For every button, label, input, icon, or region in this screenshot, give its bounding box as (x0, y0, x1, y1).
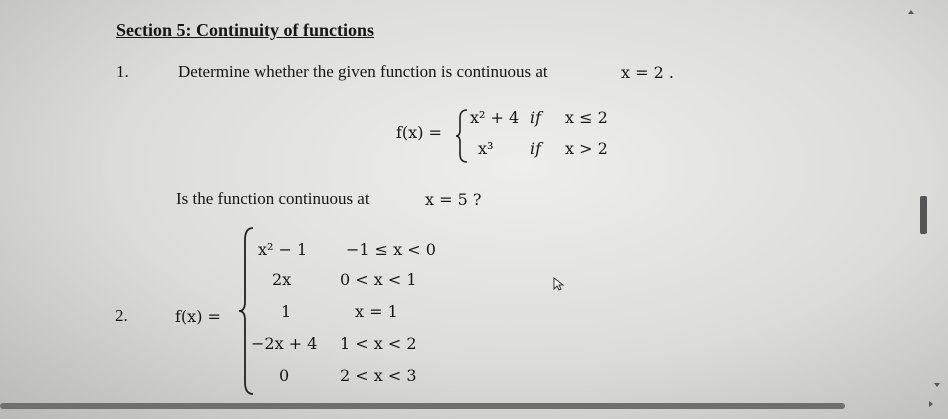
scroll-up-arrow-icon[interactable] (908, 10, 914, 14)
question-1-case-1-expr: x² + 4 (470, 108, 520, 127)
scroll-down-arrow-icon[interactable] (934, 383, 940, 387)
question-2-number: 2. (115, 306, 128, 325)
question-2-case-1-cond: −1 ≤ x < 0 (346, 240, 436, 259)
question-2-case-2-cond: 0 < x < 1 (340, 270, 417, 289)
question-1-prompt: Determine whether the given function is continuous at (178, 62, 548, 81)
question-1-case-2-cond: x > 2 (565, 139, 608, 158)
question-2-case-3-cond: x = 1 (355, 302, 398, 321)
mouse-cursor-icon (553, 277, 565, 296)
question-2-brace (237, 226, 255, 401)
question-2-case-5-cond: 2 < x < 3 (340, 366, 417, 385)
question-1-followup: Is the function continuous at (176, 189, 370, 208)
question-2-case-2-expr: 2x (272, 270, 292, 289)
question-1-case-1-cond: x ≤ 2 (565, 108, 608, 127)
question-1-case-1-if: if (530, 108, 542, 127)
question-1-function-lhs: f(x) = (396, 123, 442, 142)
question-1-number: 1. (116, 62, 129, 81)
section-heading: Section 5: Continuity of functions (116, 20, 375, 40)
question-1-followup-point: x = 5 ? (425, 190, 482, 209)
question-2-case-1-expr: x² − 1 (258, 240, 308, 259)
question-2-case-3-expr: 1 (281, 302, 292, 321)
question-2-case-4-expr: −2x + 4 (251, 334, 318, 353)
vertical-scrollbar-thumb[interactable] (920, 196, 927, 234)
question-1-case-2-expr: x³ (478, 139, 494, 158)
scroll-right-arrow-icon[interactable] (929, 401, 933, 407)
question-2-function-lhs: f(x) = (175, 307, 221, 326)
question-1-point: x = 2 . (621, 63, 674, 82)
horizontal-scrollbar-thumb[interactable] (0, 403, 845, 409)
question-1-brace (455, 108, 469, 169)
question-1-case-2-if: if (530, 139, 542, 158)
question-2-case-5-expr: 0 (279, 366, 290, 385)
question-2-case-4-cond: 1 < x < 2 (340, 334, 417, 353)
